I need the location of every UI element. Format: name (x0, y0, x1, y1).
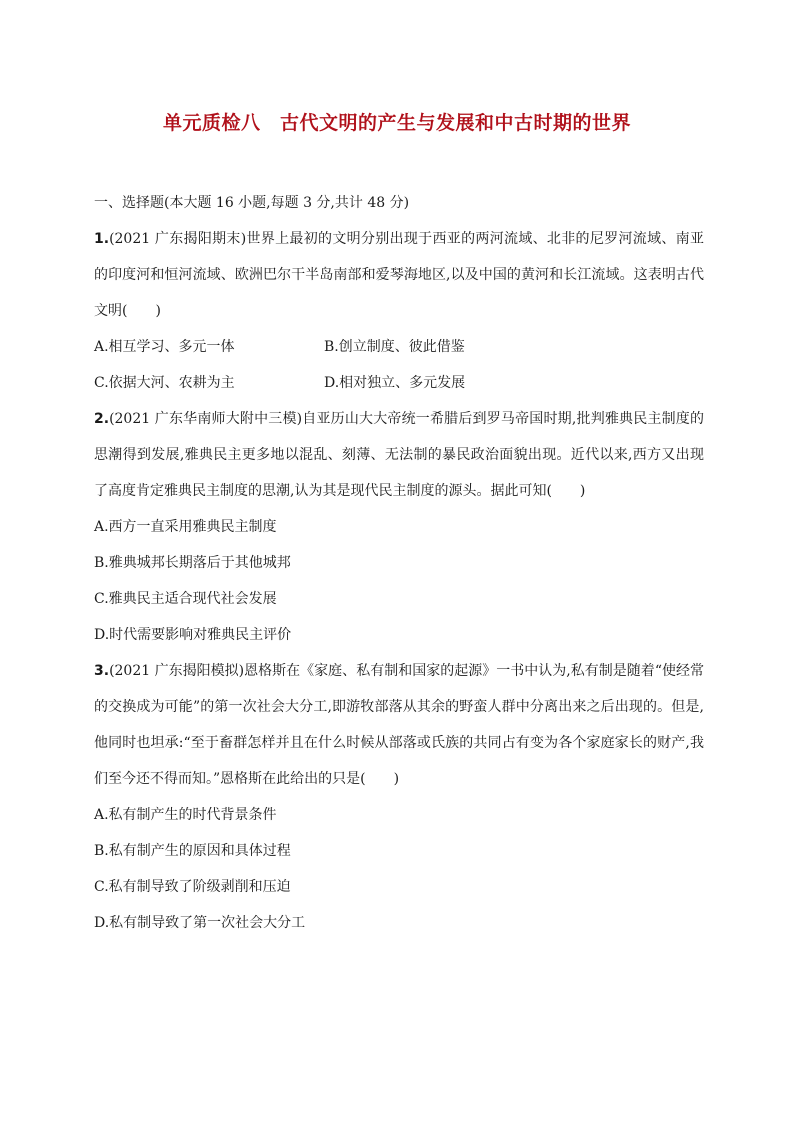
option-c[interactable]: C.雅典民主适合现代社会发展 (94, 591, 277, 607)
options-row (94, 329, 704, 365)
question-stem (94, 401, 704, 509)
option-b[interactable]: B.雅典城邦长期落后于其他城邦 (94, 555, 291, 571)
option-a[interactable]: A.西方一直采用雅典民主制度 (94, 519, 277, 535)
question-stem (94, 221, 704, 329)
option-a[interactable]: A.私有制产生的时代背景条件 (94, 807, 277, 823)
question-2 (94, 401, 704, 653)
section-header: 一、选择题(本大题 16 小题,每题 3 分,共计 48 分) (94, 195, 410, 211)
question-number: 2. (94, 411, 110, 427)
option-d[interactable]: D.私有制导致了第一次社会大分工 (94, 915, 306, 931)
question-number: 1. (94, 231, 110, 247)
option-d[interactable]: D.相对独立、多元发展 (324, 375, 466, 391)
option-a[interactable]: A.相互学习、多元一体 (94, 339, 235, 355)
page-title: 单元质检八 古代文明的产生与发展和中古时期的世界 (162, 112, 631, 134)
options-row (94, 365, 704, 401)
question-1 (94, 221, 704, 401)
question-text: (2021 广东华南师大附中三模)自亚历山大大帝统一希腊后到罗马帝国时期,批判雅典民主制度的思潮得到发展,雅典民主更多地以混乱、刻薄、无法制的暴民政治面貌出现。近代以来,西方又出现了高度肯定雅典民主制度的思潮,认为其是现代民主制度的源头。据此可知( ) (94, 411, 704, 499)
question-stem (94, 653, 704, 797)
option-c[interactable]: C.依据大河、农耕为主 (94, 375, 235, 391)
option-b[interactable]: B.创立制度、彼此借鉴 (324, 339, 465, 355)
option-b[interactable]: B.私有制产生的原因和具体过程 (94, 843, 291, 859)
document-content (94, 185, 704, 941)
question-text: (2021 广东揭阳模拟)恩格斯在《家庭、私有制和国家的起源》一书中认为,私有制是随着“使经常的交换成为可能”的第一次社会大分工,即游牧部落从其余的野蛮人群中分离出来之后出现的。但是,他同时也坦承:“至于畜群怎样并且在什么时候从部落或氏族的共同占有变为各个家庭家长的财产,我们至今还不得而知。”恩格斯在此给出的只是( ) (94, 663, 704, 787)
question-number: 3. (94, 663, 110, 679)
option-c[interactable]: C.私有制导致了阶级剥削和压迫 (94, 879, 291, 895)
question-3 (94, 653, 704, 941)
option-d[interactable]: D.时代需要影响对雅典民主评价 (94, 627, 292, 643)
question-text: (2021 广东揭阳期末)世界上最初的文明分别出现于西亚的两河流域、北非的尼罗河流域、南亚的印度河和恒河流域、欧洲巴尔干半岛南部和爱琴海地区,以及中国的黄河和长江流域。这表明古代文明( ) (94, 231, 704, 319)
